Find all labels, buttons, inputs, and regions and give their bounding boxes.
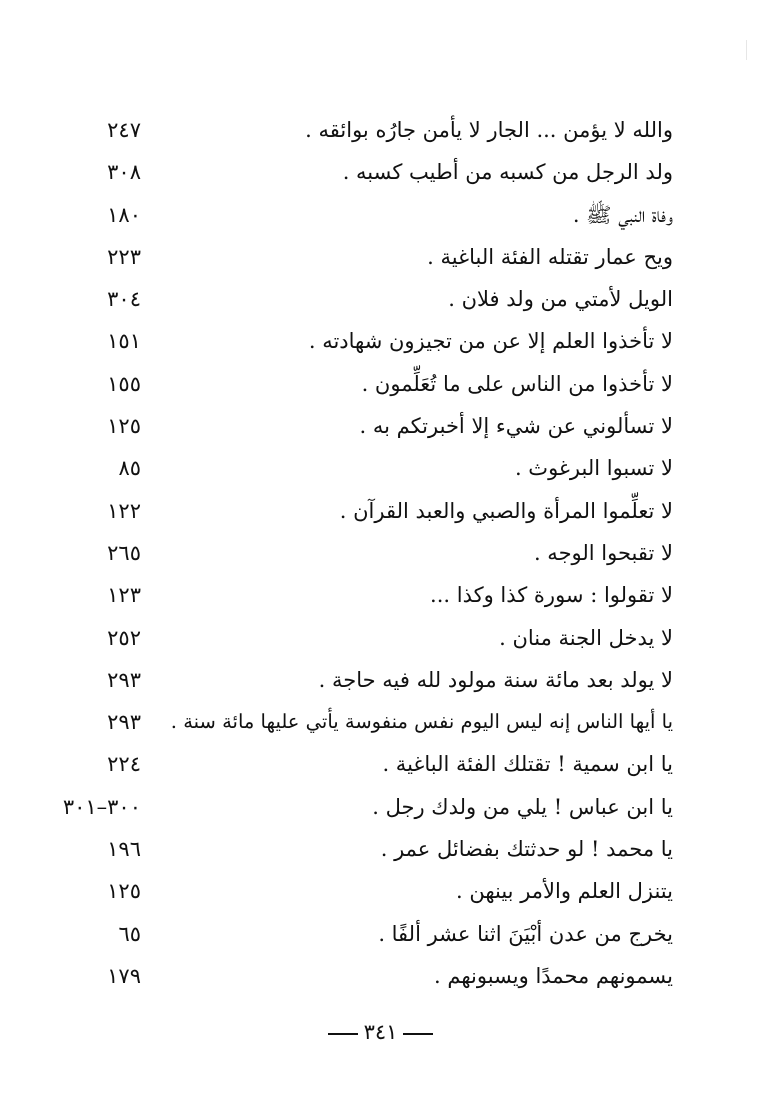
index-entry — [0, 490, 761, 532]
entry-page-number: ١٢٣ — [107, 583, 141, 608]
index-entry — [0, 743, 761, 785]
entry-text: يا أيها الناس إنه ليس اليوم نفس منفوسة يأتي عليها مائة سنة . — [170, 710, 673, 734]
entry-text: لا تقبحوا الوجه . — [533, 540, 673, 565]
entry-page-number: ١٥١ — [107, 329, 141, 354]
index-entry — [0, 194, 761, 236]
entry-page-number: ٢٢٣ — [107, 244, 141, 269]
entry-page-number: ١٢٥ — [107, 414, 141, 439]
entry-text: يا ابن سمية ! تقتلك الفئة الباغية . — [382, 752, 673, 777]
entry-page-number: ١٢٢ — [107, 498, 141, 523]
index-entry — [0, 363, 761, 405]
entry-page-number: ٣٠٠–٣٠١ — [62, 794, 141, 819]
entry-page-number: ٨٥ — [118, 456, 141, 481]
entry-text: ولد الرجل من كسبه من أطيب كسبه . — [342, 160, 673, 185]
index-entry — [0, 236, 761, 278]
index-entry — [0, 955, 761, 997]
entry-text: يا محمد ! لو حدثتك بفضائل عمر . — [380, 837, 673, 862]
index-entry — [0, 320, 761, 362]
index-entry — [0, 659, 761, 701]
index-entry — [0, 870, 761, 912]
index-entry — [0, 574, 761, 616]
entry-text: يسمونهم محمدًا ويسبونهم . — [434, 963, 673, 988]
entry-page-number: ٦٥ — [118, 921, 141, 946]
index-entry — [0, 828, 761, 870]
entry-text: لا تسبوا البرغوث . — [514, 456, 673, 481]
entry-page-number: ٢٩٣ — [107, 710, 141, 735]
entry-page-number: ٣٠٤ — [107, 287, 141, 312]
index-entry — [0, 278, 761, 320]
entry-page-number: ١٥٥ — [107, 371, 141, 396]
entry-page-number: ١٩٦ — [107, 837, 141, 862]
entry-text: لا تأخذوا من الناس على ما تُعَلِّمون . — [361, 371, 673, 396]
entry-text: لا تأخذوا العلم إلا عن من تجيزون شهادته . — [308, 329, 673, 354]
index-entry — [0, 532, 761, 574]
entry-page-number: ٢٩٣ — [107, 667, 141, 692]
entry-page-number: ٢٦٥ — [107, 540, 141, 565]
index-entry — [0, 913, 761, 955]
entry-page-number: ١٧٩ — [107, 963, 141, 988]
entry-text: لا يدخل الجنة منان . — [499, 625, 673, 650]
index-entry — [0, 447, 761, 489]
page-number: ٣٤١ — [363, 1020, 398, 1044]
index-entry — [0, 151, 761, 193]
entry-text: والله لا يؤمن ... الجار لا يأمن جارُه بوائقه . — [305, 118, 673, 142]
entry-page-number: ٢٢٤ — [107, 752, 141, 777]
entry-text: لا تسألوني عن شيء إلا أخبرتكم به . — [359, 414, 673, 439]
index-entry — [0, 786, 761, 828]
margin-mark — [746, 40, 747, 60]
entry-text: يا ابن عباس ! يلي من ولدك رجل . — [372, 794, 673, 819]
entry-text: وفاة النبي ﷺ . — [572, 202, 673, 227]
entry-page-number: ٢٤٧ — [107, 118, 141, 142]
index-list — [0, 109, 761, 997]
entry-text: يتنزل العلم والأمر بينهن . — [455, 879, 673, 904]
right-dash — [403, 1033, 433, 1035]
index-entry — [0, 617, 761, 659]
entry-page-number: ٢٥٢ — [107, 625, 141, 650]
entry-text: يخرج من عدن أبْيَنَ اثنا عشر ألفًا . — [378, 921, 673, 946]
entry-text: لا يولد بعد مائة سنة مولود لله فيه حاجة . — [318, 667, 673, 692]
entry-text: ويح عمار تقتله الفئة الباغية . — [427, 244, 673, 269]
entry-text: الويل لأمتي من ولد فلان . — [448, 287, 673, 312]
entry-page-number: ١٢٥ — [107, 879, 141, 904]
left-dash — [328, 1033, 358, 1035]
entry-text: لا تقولوا : سورة كذا وكذا ... — [430, 583, 673, 608]
entry-page-number: ٣٠٨ — [107, 160, 141, 185]
entry-page-number: ١٨٠ — [107, 202, 141, 227]
index-entry — [0, 405, 761, 447]
index-entry — [0, 701, 761, 743]
page-footer — [0, 1017, 761, 1047]
entry-text: لا تعلِّموا المرأة والصبي والعبد القرآن . — [339, 498, 673, 523]
index-entry — [0, 109, 761, 151]
